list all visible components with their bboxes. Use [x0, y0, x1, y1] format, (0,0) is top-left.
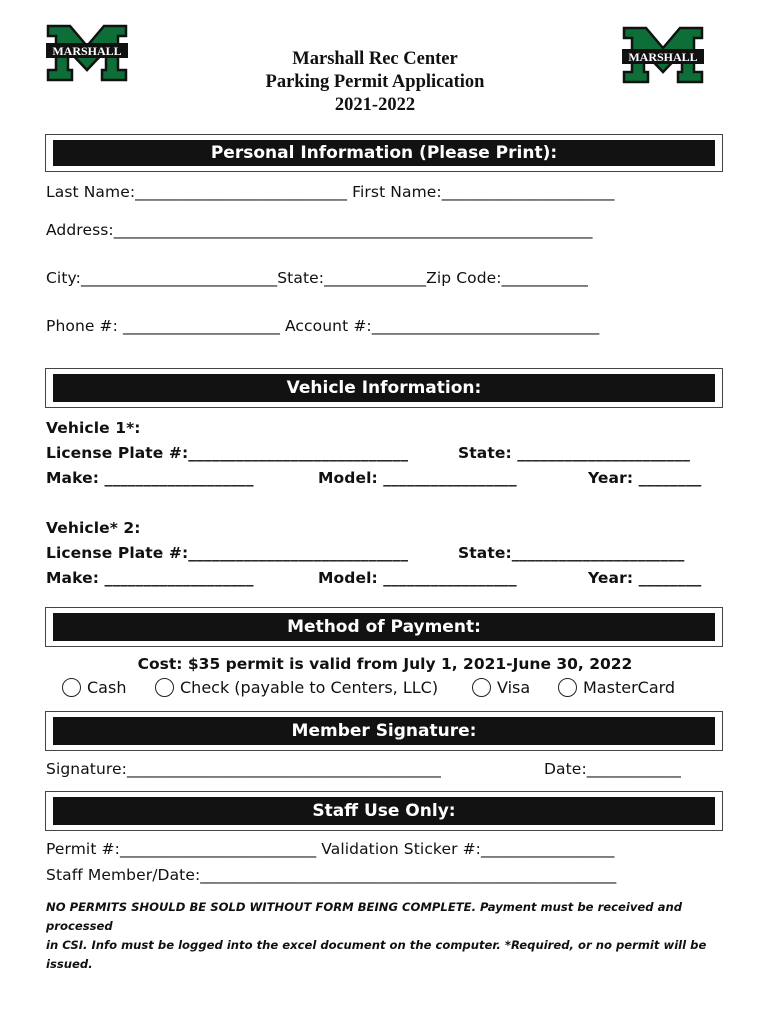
title-line-3: 2021-2022: [334, 95, 416, 115]
title-line-2: Parking Permit Application: [265, 72, 485, 92]
radio-button[interactable]: [155, 678, 174, 697]
logo-text: MARSHALL: [628, 50, 698, 64]
section-member-signature: [45, 711, 723, 751]
vehicle-1-plate-field[interactable]: License Plate #:____________________________: [46, 444, 409, 462]
cost-text: Cost: $35 permit is valid from July 1, 2021-June 30, 2022: [137, 655, 633, 673]
section-heading: Method of Payment:: [53, 613, 715, 641]
section-heading: Staff Use Only:: [53, 797, 715, 825]
vehicle-2-plate-field[interactable]: License Plate #:____________________________: [46, 544, 409, 562]
footer-line-2: in CSI. Info must be logged into the excel document on the computer. *Required, or no permit will be issued.: [46, 938, 707, 971]
city-state-zip-fields[interactable]: City:_________________________State:_____________Zip Code:___________: [46, 269, 588, 287]
option-label: Visa: [497, 678, 531, 697]
section-vehicle-info: [45, 368, 723, 408]
vehicle-2-make-field[interactable]: Make: ___________________: [46, 569, 254, 587]
vehicle-2-title: Vehicle* 2:: [46, 519, 141, 537]
footer-note: [46, 898, 736, 974]
logo-text: MARSHALL: [52, 44, 122, 58]
name-fields[interactable]: Last Name:___________________________ First Name:______________________: [46, 183, 615, 201]
vehicle-2-state-field[interactable]: State:______________________: [458, 544, 685, 562]
signature-date-field[interactable]: Date:____________: [544, 760, 681, 778]
vehicle-1-model-field[interactable]: Model: _________________: [318, 469, 517, 487]
section-heading: Vehicle Information:: [53, 374, 715, 402]
signature-field[interactable]: Signature:________________________________________: [46, 760, 441, 778]
vehicle-1-title: Vehicle 1*:: [46, 419, 141, 437]
staff-member-date-field[interactable]: Staff Member/Date:_____________________________________________________: [46, 866, 617, 884]
vehicle-1-make-field[interactable]: Make: ___________________: [46, 469, 254, 487]
section-heading: Member Signature:: [53, 717, 715, 745]
option-label: Cash: [87, 678, 127, 697]
option-label: Check (payable to Centers, LLC): [180, 678, 439, 697]
payment-option-check[interactable]: [155, 678, 438, 697]
vehicle-1-state-field[interactable]: State: ______________________: [458, 444, 690, 462]
payment-option-visa[interactable]: [472, 678, 530, 697]
option-label: MasterCard: [583, 678, 676, 697]
section-payment: [45, 607, 723, 647]
page-title: [200, 48, 550, 117]
vehicle-2-year-field[interactable]: Year: ________: [588, 569, 702, 587]
marshall-logo-right: [620, 26, 706, 84]
payment-option-mastercard[interactable]: [558, 678, 675, 697]
section-staff-use: [45, 791, 723, 831]
radio-button[interactable]: [62, 678, 81, 697]
radio-button[interactable]: [558, 678, 577, 697]
title-line-1: Marshall Rec Center: [292, 49, 458, 69]
vehicle-2-model-field[interactable]: Model: _________________: [318, 569, 517, 587]
section-heading: Personal Information (Please Print):: [53, 140, 715, 166]
vehicle-1-year-field[interactable]: Year: ________: [588, 469, 702, 487]
permit-validation-fields[interactable]: Permit #:_________________________ Validation Sticker #:_________________: [46, 840, 615, 858]
radio-button[interactable]: [472, 678, 491, 697]
marshall-logo-left: [44, 24, 130, 82]
footer-line-1: NO PERMITS SHOULD BE SOLD WITHOUT FORM BEING COMPLETE. Payment must be received and processed: [46, 900, 682, 933]
address-field[interactable]: Address:_____________________________________________________________: [46, 221, 593, 239]
phone-account-fields[interactable]: Phone #: ____________________ Account #:_____________________________: [46, 317, 600, 335]
section-personal-info: [45, 134, 723, 172]
payment-option-cash[interactable]: [62, 678, 126, 697]
